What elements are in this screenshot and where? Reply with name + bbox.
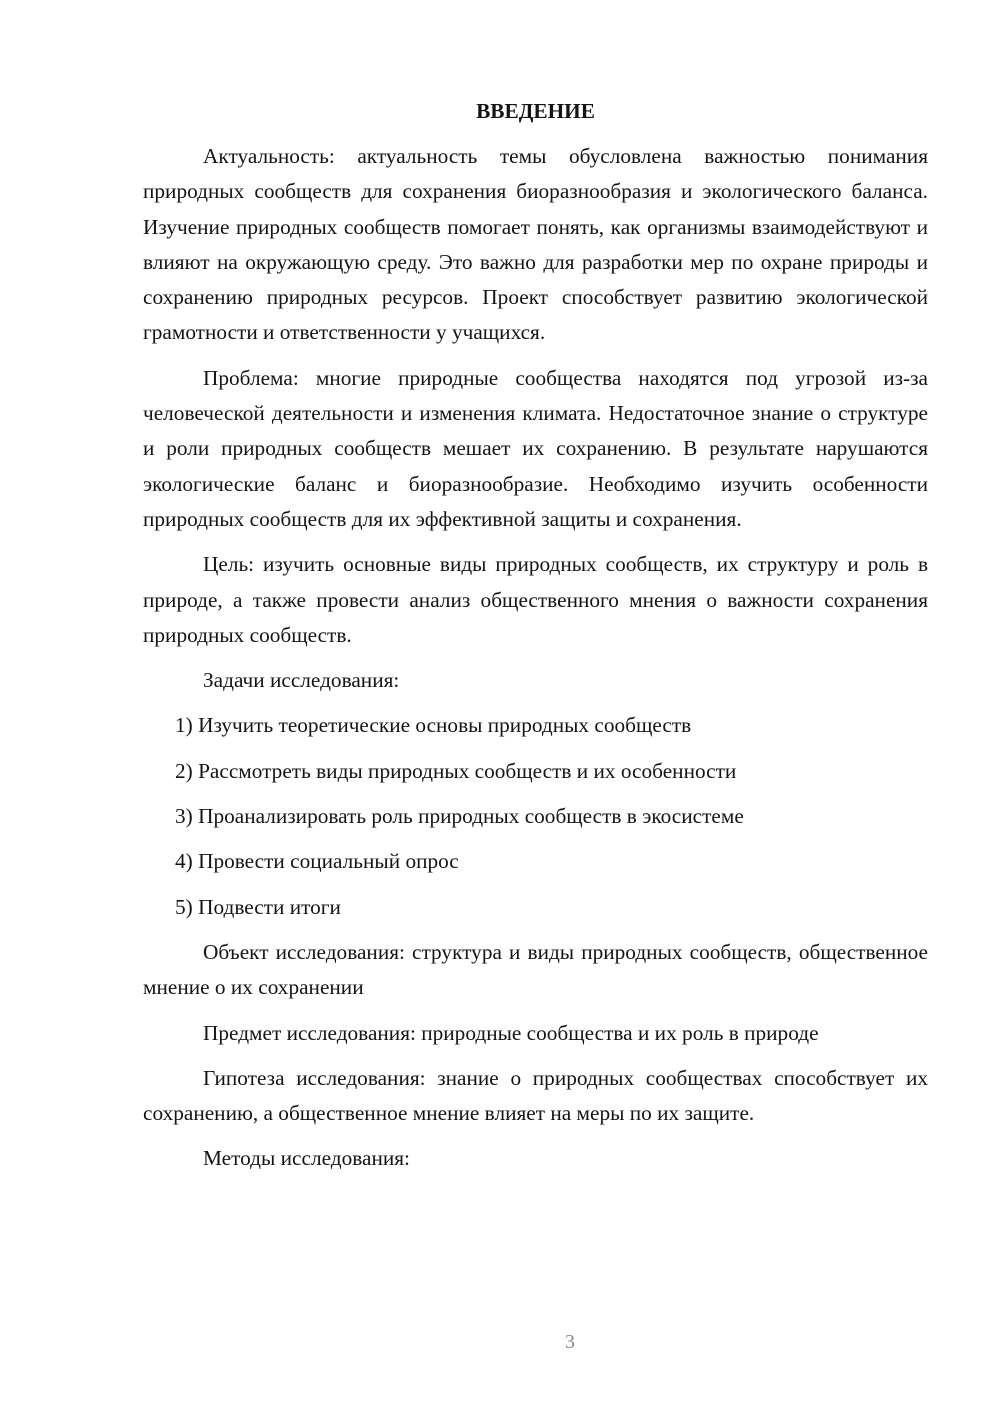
tasks-list — [143, 708, 928, 924]
section-title: ВВЕДЕНИЕ — [476, 99, 595, 123]
methods-heading: Методы исследования: — [203, 1146, 410, 1171]
paragraph-subject: Предмет исследования: природные сообщества и их роль в природе — [203, 1020, 819, 1045]
paragraph-relevance: Актуальность: актуальность темы обусловлена важностью понимания природных сообществ для сохранения биоразнообразия и экологического баланса. Изучение природных сообществ помогает понять, как организмы взаимодействуют и влияют на окружающую среду. Это важно для разработки мер по охране природы и сохранению природных ресурсов. Проект способствует развитию экологической грамотности и ответственности у учащихся. — [143, 144, 928, 345]
page-content — [143, 94, 928, 1187]
paragraph-goal: Цель: изучить основные виды природных сообществ, их структуру и роль в природе, а также провести анализ общественного мнения о важности сохранения природных сообществ. — [143, 552, 928, 647]
page-number: 3 — [565, 1331, 575, 1353]
tasks-heading: Задачи исследования: — [203, 668, 400, 693]
task-item-3: 3) Проанализировать роль природных сообществ в экосистеме — [175, 804, 744, 829]
paragraph-hypothesis: Гипотеза исследования: знание о природных сообществах способствует их сохранению, а общественное мнение влияет на меры по их защите. — [143, 1065, 928, 1126]
paragraph-problem: Проблема: многие природные сообщества находятся под угрозой из-за человеческой деятельности и изменения климата. Недостаточное знание о структуре и роли природных сообществ мешает их сохранению. В результате нарушаются экологические баланс и биоразнообразие. Необходимо изучить особенности природных сообществ для их эффективной защиты и сохранения. — [143, 365, 928, 531]
paragraph-object: Объект исследования: структура и виды природных сообществ, общественное мнение о их сохранении — [143, 939, 928, 1000]
task-item-2: 2) Рассмотреть виды природных сообществ и их особенности — [175, 758, 737, 783]
task-item-5: 5) Подвести итоги — [175, 894, 341, 919]
task-item-4: 4) Провести социальный опрос — [175, 849, 459, 874]
task-item-1: 1) Изучить теоретические основы природных сообществ — [175, 713, 692, 738]
